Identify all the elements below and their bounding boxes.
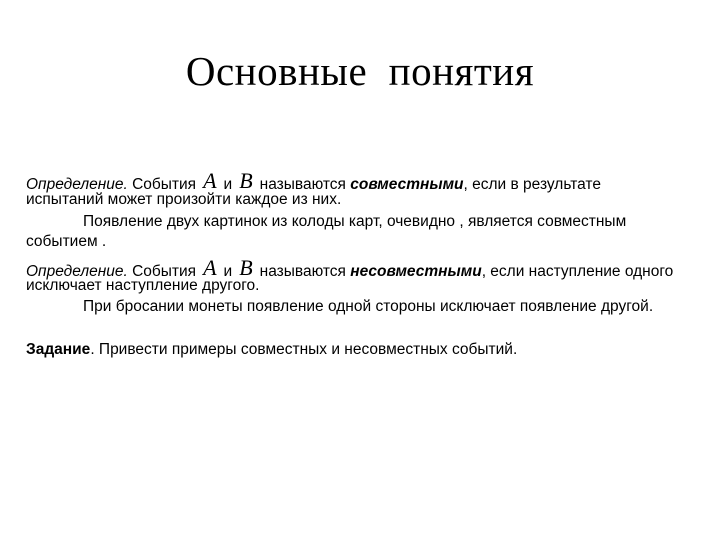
example-1-line-2: событием . xyxy=(26,233,107,250)
definition-1-line-2: испытаний может произойти каждое из них. xyxy=(26,191,342,208)
definition-1-text-a: События xyxy=(127,176,197,193)
task-label: Задание xyxy=(26,341,91,358)
definition-1-text-b: называются xyxy=(259,176,351,193)
definition-2-label: Определение. xyxy=(26,263,128,280)
task-text: . Привести примеры совместных и несовместных событий. xyxy=(90,341,518,358)
definition-2-var-b: B xyxy=(239,255,253,280)
definition-1-var-b: B xyxy=(239,168,253,193)
definition-1-conj: и xyxy=(223,176,233,193)
definition-2-text-b: называются xyxy=(259,263,351,280)
example-1-line-1: Появление двух картинок из колоды карт, очевидно , является совместным xyxy=(83,213,627,230)
example-2-line-1: При бросании монеты появление одной стороны исключает появление другой. xyxy=(83,298,654,315)
definition-2-term: несовместными xyxy=(350,263,482,280)
definition-1-label: Определение. xyxy=(26,176,128,193)
definition-2-text-c: , если наступление одного xyxy=(481,263,674,280)
definition-1-text-c: , если в результате xyxy=(463,176,601,193)
definition-2-text-a: События xyxy=(127,263,197,280)
definition-2-conj: и xyxy=(223,263,233,280)
definition-1-var-a: A xyxy=(203,168,217,193)
definition-2-var-a: A xyxy=(203,255,217,280)
definition-1-term: совместными xyxy=(350,176,464,193)
definition-2-line-2: исключает наступление другого. xyxy=(26,277,260,294)
task-line xyxy=(26,340,517,360)
slide-title: Основные понятия xyxy=(185,48,535,94)
